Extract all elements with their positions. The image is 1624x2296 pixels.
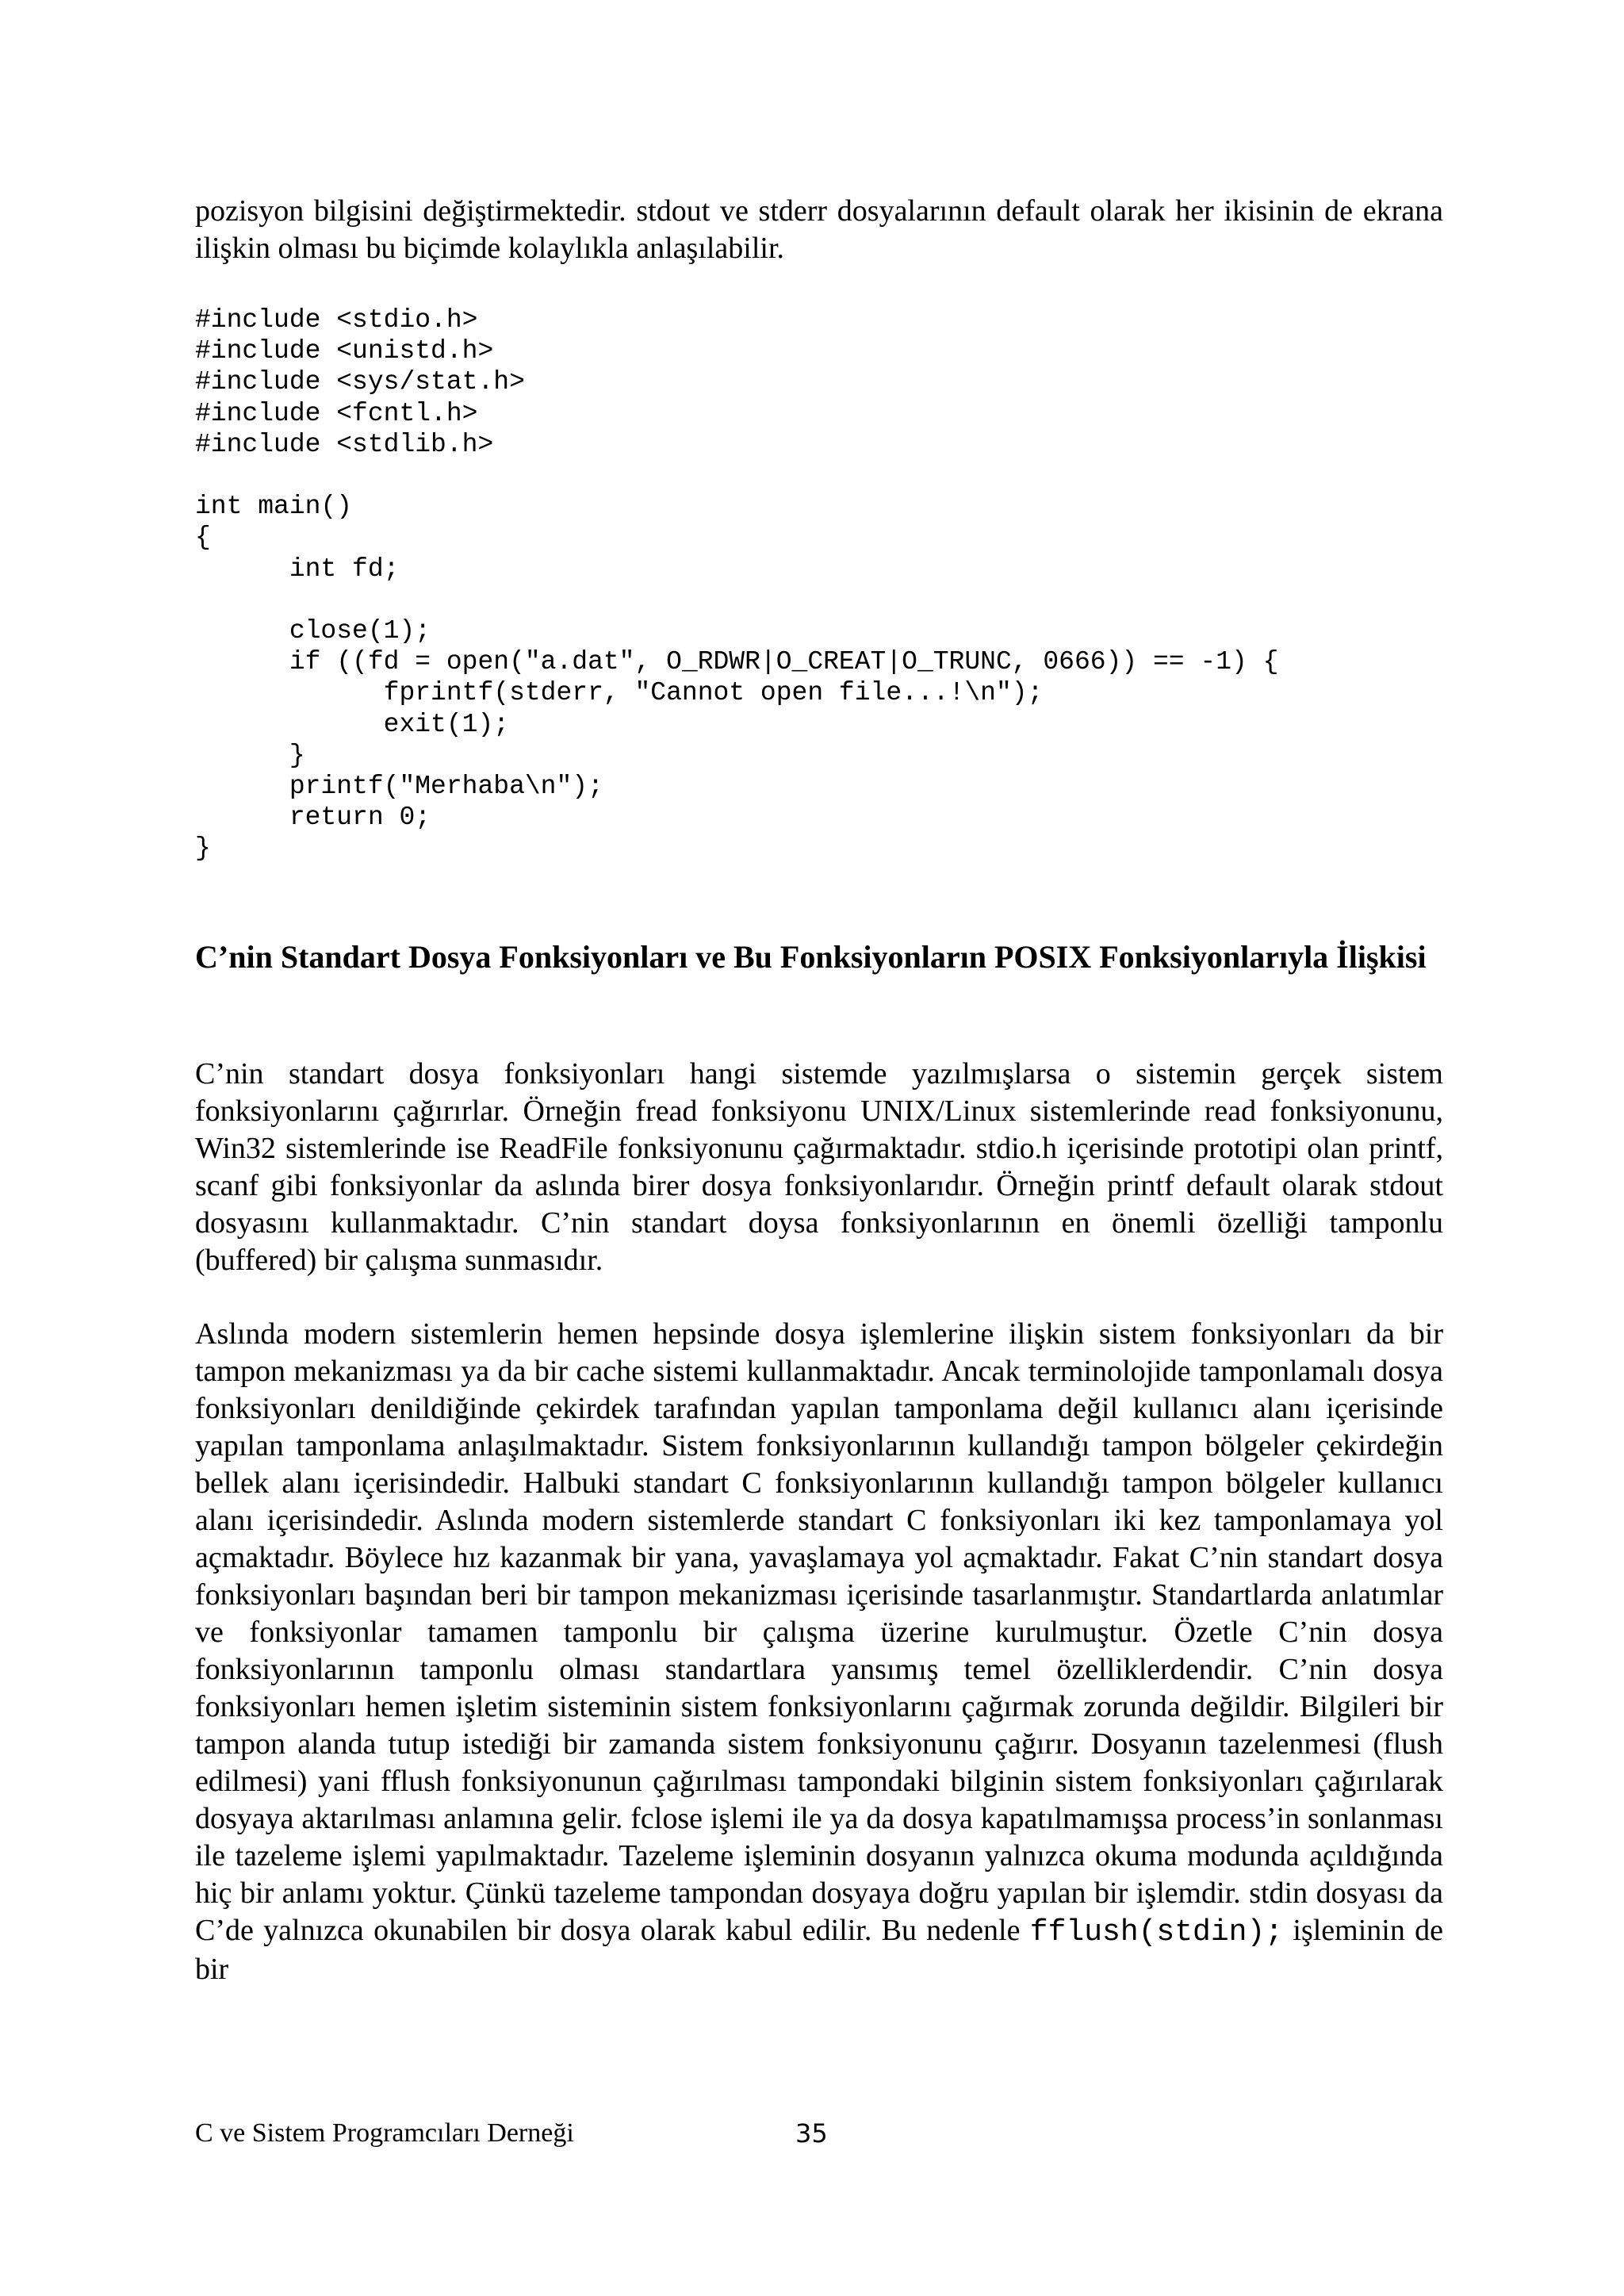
inline-code: fflush(stdin);: [1029, 1915, 1284, 1949]
paragraph-2: [195, 1316, 1443, 1988]
footer-organization: C ve Sistem Programcıları Derneği: [195, 2118, 574, 2148]
paragraph-1: C’nin standart dosya fonksiyonları hangi sistemde yazılmışlarsa o sistemin gerçek sistem fonksiyonlarını çağırırlar. Örneğin fread fonksiyonu UNIX/Linux sistemlerinde read fonksiyonunu, Win32 sistemlerinde ise ReadFile fonksiyonunu çağırmaktadır. stdio.h içerisinde prototipi olan printf, scanf gibi fonksiyonlar da aslında birer dosya fonksiyonlarıdır. Örneğin printf default olarak stdout dosyasını kullanmaktadır. C’nin standart doysa fonksiyonlarının en önemli özelliği tamponlu (buffered) bir çalışma sunmasıdır.: [195, 1057, 1443, 1277]
section-heading: C’nin Standart Dosya Fonksiyonları ve Bu Fonksiyonların POSIX Fonksiyonlarıyla İlişkisi: [195, 939, 1427, 975]
code-block: #include <stdio.h> #include <unistd.h> #include <sys/stat.h> #include <fcntl.h> #include <stdlib.h> int main() { int fd; close(1); if ((fd = open("a.dat", O_RDWR|O_CREAT|O_TRUNC, 0666)) == -1) { fprintf(stderr, "Cannot open file...!\n"); exit(1); } printf("Merhaba\n"); return 0; }: [195, 305, 1279, 864]
page-number: 35: [795, 2118, 828, 2148]
paragraph-2-text: Aslında modern sistemlerin hemen hepsinde dosya işlemlerine ilişkin sistem fonksiyonları da bir tampon mekanizması ya da bir cache sistemi kullanmaktadır. Ancak terminolojide tamponlamalı dosya fonksiyonları denildiğinde çekirdek tarafından yapılan tamponlama değil kullanıcı alanı içerisinde yapılan tamponlama anlaşılmaktadır. Sistem fonksiyonlarının kullandığı tampon bölgeler çekirdeğin bellek alanı içerisindedir. Halbuki standart C fonksiyonlarının kullandığı tampon bölgeler kullanıcı alanı içerisindedir. Aslında modern sistemlerde standart C fonksiyonları iki kez tamponlamaya yol açmaktadır. Böylece hız kazanmak bir yana, yavaşlamaya yol açmaktadır. Fakat C’nin standart dosya fonksiyonları başından beri bir tampon mekanizması içerisinde tasarlanmıştır. Standartlarda anlatımlar ve fonksiyonlar tamamen tamponlu bir çalışma üzerine kurulmuştur. Özetle C’nin dosya fonksiyonlarının tamponlu olması standartlara yansımış temel özelliklerdendir. C’nin dosya fonksiyonları hemen işletim sisteminin sistem fonksiyonlarını çağırmak zorunda değildir. Bilgileri bir tampon alanda tutup istediği bir zamanda sistem fonksiyonunu çağırır. Dosyanın tazelenmesi (flush edilmesi) yani fflush fonksiyonunun çağırılması tampondaki bilginin sistem fonksiyonları çağırılarak dosyaya aktarılması anlamına gelir. fclose işlemi ile ya da dosya kapatılmamışsa process’in sonlanması ile tazeleme işlemi yapılmaktadır. Tazeleme işleminin dosyanın yalnızca okuma modunda açıldığında hiç bir anlamı yoktur. Çünkü tazeleme tampondan dosyaya doğru yapılan bir işlemdir. stdin dosyası da C’de yalnızca okunabilen bir dosya olarak kabul edilir. Bu nedenle: [195, 1317, 1443, 1947]
intro-paragraph: pozisyon bilgisini değiştirmektedir. stdout ve stderr dosyalarının default olarak her ikisinin de ekrana ilişkin olması bu biçimde kolaylıkla anlaşılabilir.: [195, 194, 1443, 265]
paragraph-2-tail: işleminin de bir: [195, 1914, 1444, 1986]
